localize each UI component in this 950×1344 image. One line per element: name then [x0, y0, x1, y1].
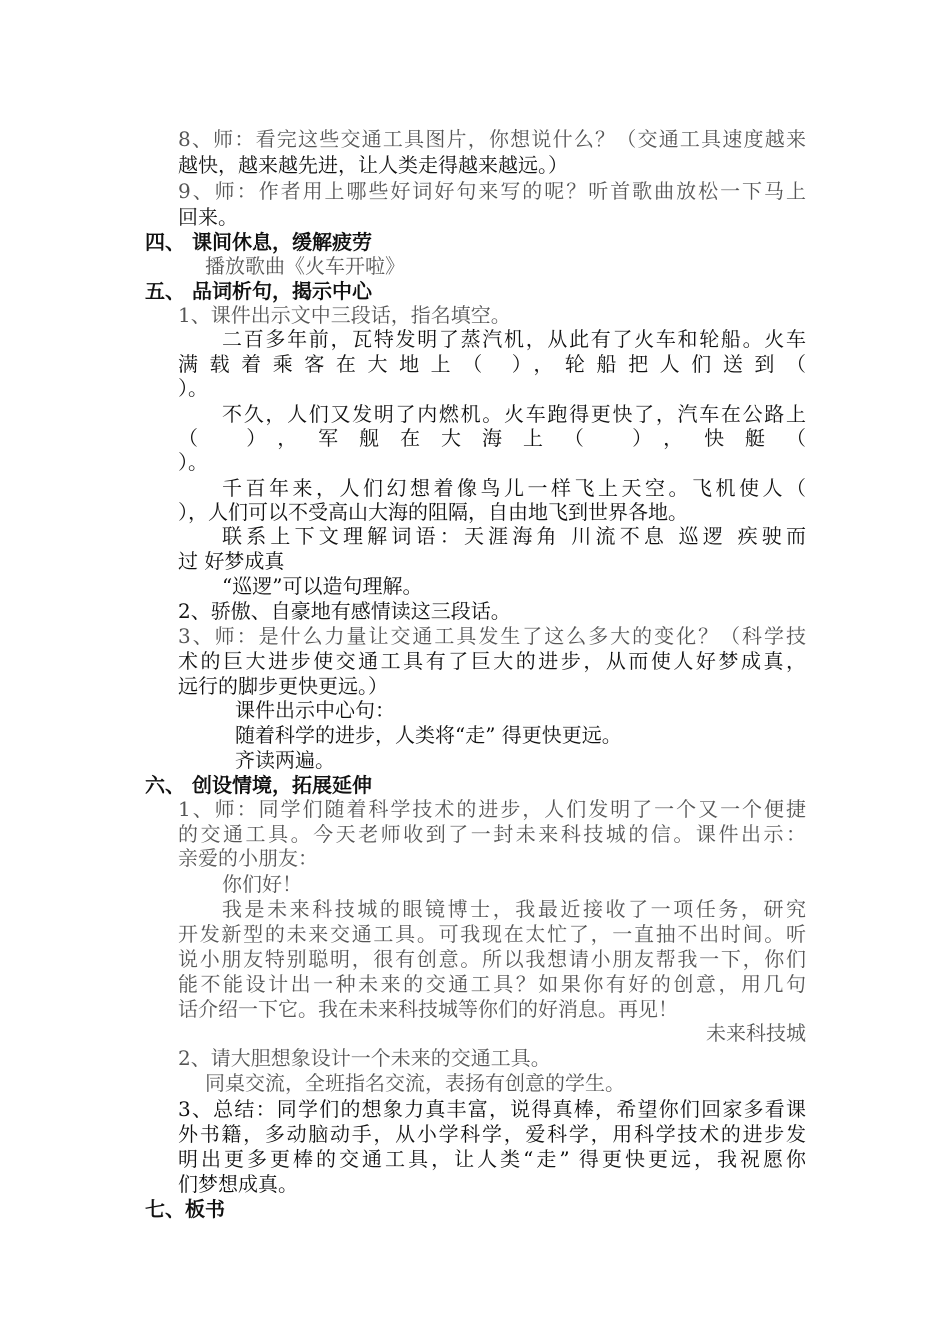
paragraph-line: 同桌交流，全班指名交流，表扬有创意的学生。: [205, 1071, 625, 1095]
letter-line: 说小朋友特别聪明，很有创意。所以我想请小朋友帮我一下，你们: [178, 947, 806, 971]
letter-line: 开发新型的未来交通工具。可我现在太忙了，一直抽不出时间。听: [178, 922, 806, 946]
paragraph-line: 1、课件出示文中三段话，指名填空。: [178, 303, 511, 327]
paragraph-line: 满载着乘客在大地上（ ），轮船把人们送到（: [178, 352, 806, 376]
paragraph-line: 外书籍，多动脑动手，从小学科学，爱科学，用科学技术的进步发: [178, 1122, 806, 1146]
paragraph-line: 越快，越来越先进，让人类走得越来越远。）: [178, 153, 568, 177]
paragraph-line: 远行的脚步更快更远。）: [178, 674, 388, 698]
section-heading: 四、 课间休息，缓解疲劳: [145, 230, 372, 254]
paragraph-line: 术的巨大进步使交通工具有了巨大的进步，从而使人好梦成真，: [178, 649, 806, 673]
section-heading: 五、 品词析句，揭示中心: [145, 279, 372, 303]
letter-greeting: 亲爱的小朋友：: [178, 846, 318, 870]
paragraph-line: 3、总结：同学们的想象力真丰富，说得真棒，希望你们回家多看课: [178, 1097, 806, 1121]
paragraph-line: 齐读两遍。: [235, 748, 335, 772]
paragraph-line: （ ），军舰在大海上（ ），快艇（: [178, 426, 806, 450]
paragraph-line: 联系上下文理解词语：天涯海角 川流不息 巡逻 疾驶而: [222, 524, 806, 548]
paragraph-line: 二百多年前，瓦特发明了蒸汽机，从此有了火车和轮船。火车: [222, 327, 806, 351]
section-heading: 七、板书: [145, 1197, 225, 1221]
paragraph-line: 3、师：是什么力量让交通工具发生了这么多大的变化？（科学技: [178, 624, 806, 648]
letter-signature: 未来科技城: [706, 1021, 806, 1045]
paragraph-line: 播放歌曲《火车开啦》: [205, 254, 405, 278]
paragraph-line: 不久，人们又发明了内燃机。火车跑得更快了，汽车在公路上: [222, 402, 806, 426]
section-heading: 六、 创设情境，拓展延伸: [145, 773, 372, 797]
paragraph-line: 课件出示中心句：: [235, 698, 395, 722]
paragraph-line: “巡逻”可以造句理解。: [222, 574, 423, 598]
letter-line: 话介绍一下它。我在未来科技城等你们的好消息。再见！: [178, 997, 678, 1021]
letter-line: 你们好！: [222, 872, 302, 896]
paragraph-line: ），人们可以不受高山大海的阻隔，自由地飞到世界各地。: [178, 500, 688, 524]
paragraph-line: 1、师：同学们随着科学技术的进步，人们发明了一个又一个便捷: [178, 797, 806, 821]
paragraph-line: 们梦想成真。: [178, 1172, 298, 1196]
paragraph-line: 9、师：作者用上哪些好词好句来写的呢？听首歌曲放松一下马上: [178, 179, 806, 203]
paragraph-line: ）。: [178, 450, 208, 474]
central-sentence: 随着科学的进步，人类将“走” 得更快更远。: [235, 723, 622, 747]
paragraph-line: 2、请大胆想象设计一个未来的交通工具。: [178, 1046, 551, 1070]
paragraph-line: 回来。: [178, 205, 238, 229]
letter-line: 我是未来科技城的眼镜博士，我最近接收了一项任务，研究: [222, 897, 806, 921]
paragraph-line: 千百年来，人们幻想着像鸟儿一样飞上天空。飞机使人（: [222, 476, 806, 500]
paragraph-line: 的交通工具。今天老师收到了一封未来科技城的信。课件出示：: [178, 822, 806, 846]
paragraph-line: 明出更多更棒的交通工具，让人类“走” 得更快更远，我祝愿你: [178, 1147, 806, 1171]
letter-line: 能不能设计出一种未来的交通工具？如果你有好的创意，用几句: [178, 972, 806, 996]
paragraph-line: 8、师：看完这些交通工具图片，你想说什么？（交通工具速度越来: [178, 127, 806, 151]
paragraph-line: ）。: [178, 376, 208, 400]
paragraph-line: 2、骄傲、自豪地有感情读这三段话。: [178, 599, 511, 623]
paragraph-line: 过 好梦成真: [178, 549, 285, 573]
